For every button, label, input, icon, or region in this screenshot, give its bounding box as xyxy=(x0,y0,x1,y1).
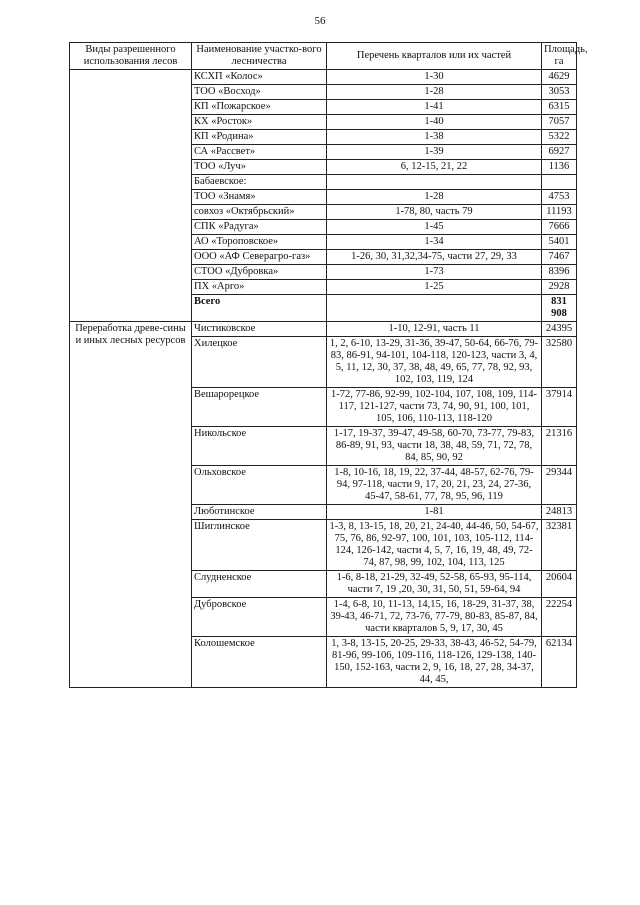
forestry-name-cell: Колошемское xyxy=(192,637,327,688)
area-cell: 4753 xyxy=(542,190,577,205)
use-type-cell-continued xyxy=(70,70,192,322)
page-number: 56 xyxy=(314,15,326,27)
forestry-name-cell: Хилецкое xyxy=(192,337,327,388)
quarters-cell: 1-25 xyxy=(327,280,542,295)
forestry-name-cell: Вешарорецкое xyxy=(192,388,327,427)
area-cell: 24813 xyxy=(542,505,577,520)
area-cell: 32580 xyxy=(542,337,577,388)
forestry-name-cell: Слудненское xyxy=(192,571,327,598)
area-cell: 32381 xyxy=(542,520,577,571)
quarters-cell: 1-28 xyxy=(327,85,542,100)
quarters-cell: 1-28 xyxy=(327,190,542,205)
forestry-name-cell: Чистиковское xyxy=(192,322,327,337)
area-cell: 7467 xyxy=(542,250,577,265)
forestry-name-cell: ООО «АФ Северагро-газ» xyxy=(192,250,327,265)
quarters-cell: 1-26, 30, 31,32,34-75, части 27, 29, 33 xyxy=(327,250,542,265)
forestry-name-cell: ТОО «Знамя» xyxy=(192,190,327,205)
quarters-cell: 1-6, 8-18, 21-29, 32-49, 52-58, 65-93, 95-114, части 7, 19 ,20, 30, 31, 50, 51, 59-64, 94 xyxy=(327,571,542,598)
header-forestry-name: Наименование участко-вого лесничества xyxy=(192,43,327,70)
header-use-type: Виды разрешенного использования лесов xyxy=(70,43,192,70)
quarters-cell: 1-10, 12-91, часть 11 xyxy=(327,322,542,337)
total-label-cell: Всего xyxy=(192,295,327,322)
forestry-name-cell: КП «Родина» xyxy=(192,130,327,145)
area-cell: 6315 xyxy=(542,100,577,115)
area-cell: 8396 xyxy=(542,265,577,280)
table-row xyxy=(70,70,577,85)
total-area-cell: 831 908 xyxy=(542,295,577,322)
forestry-name-cell: Шиглинское xyxy=(192,520,327,571)
quarters-cell: 1-34 xyxy=(327,235,542,250)
quarters-cell: 1, 3-8, 13-15, 20-25, 29-33, 38-43, 46-52, 54-79, 81-96, 99-106, 109-116, 118-126, 129-138, 140-150, 152-163, части 2, 9, 16, 18, 27, 28, 34-37, 44, 45, xyxy=(327,637,542,688)
area-cell: 29344 xyxy=(542,466,577,505)
quarters-cell: 1-45 xyxy=(327,220,542,235)
forestry-name-cell: СТОО «Дубровка» xyxy=(192,265,327,280)
area-cell: 21316 xyxy=(542,427,577,466)
area-cell: 7057 xyxy=(542,115,577,130)
forestry-name-cell: Никольское xyxy=(192,427,327,466)
total-quarters-cell xyxy=(327,295,542,322)
area-cell: 11193 xyxy=(542,205,577,220)
quarters-cell: 1-78, 80, часть 79 xyxy=(327,205,542,220)
table-row xyxy=(70,322,577,337)
quarters-cell xyxy=(327,175,542,190)
area-cell: 4629 xyxy=(542,70,577,85)
quarters-cell: 1-4, 6-8, 10, 11-13, 14,15, 16, 18-29, 31-37, 38, 39-43, 46-71, 72, 73-76, 77-79, 80-83, 85-87, 84, части кварталов 5, 9, 17, 30, 45 xyxy=(327,598,542,637)
quarters-cell: 1, 2, 6-10, 13-29, 31-36, 39-47, 50-64, 66-76, 79-83, 86-91, 94-101, 104-118, 120-123, части 3, 4, 5, 11, 12, 30, 37, 38, 48, 49, 65, 77, 78, 92, 93, 102, 103, 119, 124 xyxy=(327,337,542,388)
area-cell: 5401 xyxy=(542,235,577,250)
quarters-cell: 1-41 xyxy=(327,100,542,115)
forestry-name-cell: Ольховское xyxy=(192,466,327,505)
quarters-cell: 1-8, 10-16, 18, 19, 22, 37-44, 48-57, 62-76, 79-94, 97-118, части 9, 17, 20, 21, 23, 24, 27-36, 45-47, 58-61, 77, 78, 95, 96, 119 xyxy=(327,466,542,505)
area-cell: 1136 xyxy=(542,160,577,175)
quarters-cell: 1-39 xyxy=(327,145,542,160)
area-cell: 20604 xyxy=(542,571,577,598)
area-cell: 7666 xyxy=(542,220,577,235)
quarters-cell: 1-73 xyxy=(327,265,542,280)
forestry-name-cell: СПК «Радуга» xyxy=(192,220,327,235)
forestry-name-cell: КХ «Росток» xyxy=(192,115,327,130)
area-cell: 22254 xyxy=(542,598,577,637)
forestry-name-cell: ПХ «Арго» xyxy=(192,280,327,295)
area-cell: 5322 xyxy=(542,130,577,145)
forestry-name-cell: ТОО «Луч» xyxy=(192,160,327,175)
table-header-row xyxy=(70,43,577,70)
area-cell: 2928 xyxy=(542,280,577,295)
quarters-cell: 1-72, 77-86, 92-99, 102-104, 107, 108, 109, 114-117, 121-127, части 73, 74, 90, 91, 100, 101, 105, 106, 110-113, 118-120 xyxy=(327,388,542,427)
quarters-cell: 1-38 xyxy=(327,130,542,145)
quarters-cell: 1-17, 19-37, 39-47, 49-58, 60-70, 73-77, 79-83, 86-89, 91, 93, части 18, 38, 48, 59, 71, 72, 78, 84, 85, 90, 92 xyxy=(327,427,542,466)
forestry-name-cell: АО «Тороповское» xyxy=(192,235,327,250)
forestry-name-cell: ТОО «Восход» xyxy=(192,85,327,100)
forestry-name-cell: КСХП «Колос» xyxy=(192,70,327,85)
area-cell: 62134 xyxy=(542,637,577,688)
area-cell xyxy=(542,175,577,190)
forest-use-table xyxy=(69,42,588,688)
header-quarters: Перечень кварталов или их частей xyxy=(327,43,542,70)
quarters-cell: 6, 12-15, 21, 22 xyxy=(327,160,542,175)
forestry-name-cell: Люботинское xyxy=(192,505,327,520)
area-cell: 3053 xyxy=(542,85,577,100)
forestry-name-cell: КП «Пожарское» xyxy=(192,100,327,115)
quarters-cell: 1-3, 8, 13-15, 18, 20, 21, 24-40, 44-46, 50, 54-67, 75, 76, 86, 92-97, 100, 101, 103, 105-112, 114-124, 126-142, части 4, 5, 7, 16, 19, 48, 49, 72-74, 87, 98, 99, 102, 104, 113, 125 xyxy=(327,520,542,571)
forestry-name-cell: Дубровское xyxy=(192,598,327,637)
area-cell: 37914 xyxy=(542,388,577,427)
forestry-name-cell: совхоз «Октябрьский» xyxy=(192,205,327,220)
forestry-name-cell: СА «Рассвет» xyxy=(192,145,327,160)
forestry-name-cell: Бабаевское: xyxy=(192,175,327,190)
area-cell: 24395 xyxy=(542,322,577,337)
quarters-cell: 1-30 xyxy=(327,70,542,85)
quarters-cell: 1-81 xyxy=(327,505,542,520)
quarters-cell: 1-40 xyxy=(327,115,542,130)
area-cell: 6927 xyxy=(542,145,577,160)
header-area: Площадь, га xyxy=(542,43,577,70)
use-type-cell: Переработка древе-сины и иных лесных ресурсов xyxy=(70,322,192,688)
